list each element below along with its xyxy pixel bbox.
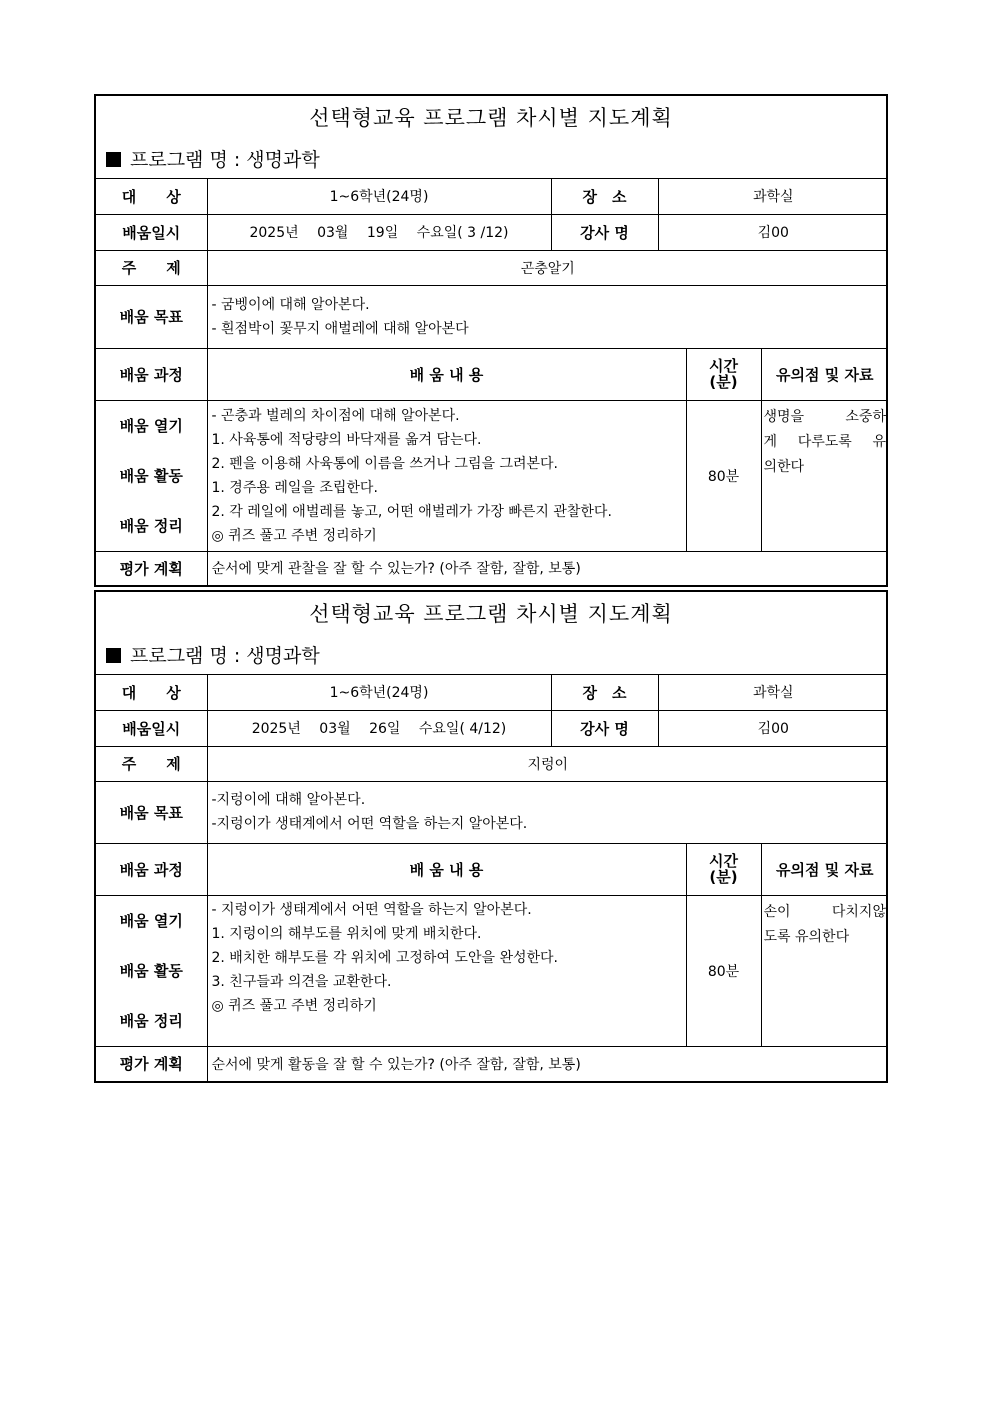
notes-value xyxy=(761,400,888,551)
place-value: 과학실 xyxy=(658,675,888,710)
target-row xyxy=(96,675,888,710)
evaluation-row xyxy=(96,1046,888,1081)
topic-value: 지렁이 xyxy=(207,746,888,781)
content-line: 2. 배치한 해부도를 각 위치에 고정하여 도안을 완성한다. xyxy=(211,949,558,966)
topic-value: 곤충알기 xyxy=(207,250,888,285)
stage-close: 배움 정리 xyxy=(119,516,183,535)
topic-row xyxy=(96,250,888,285)
process-label: 배움 과정 xyxy=(96,348,207,400)
time-header-bottom: (분) xyxy=(709,373,738,391)
program-name xyxy=(106,641,320,668)
stage-activity: 배움 활동 xyxy=(119,466,183,485)
plan-table xyxy=(96,179,888,585)
stage-open: 배움 열기 xyxy=(119,911,183,930)
process-header-row xyxy=(96,843,888,895)
content-list xyxy=(207,895,686,1046)
notes-line: 게 다루도록 유 xyxy=(763,433,886,450)
lesson-plan-1 xyxy=(94,94,888,587)
eval-value: 순서에 맞게 활동을 잘 할 수 있는가? (아주 잘함, 잘함, 보통) xyxy=(207,1046,888,1081)
content-line: 1. 경주용 레일을 조립한다. xyxy=(211,479,378,496)
stage-close: 배움 정리 xyxy=(119,1011,183,1030)
date-label: 배움일시 xyxy=(96,710,207,746)
stage-list xyxy=(96,895,207,1046)
lesson-plan-2 xyxy=(94,590,888,1083)
target-label: 대 상 xyxy=(96,675,207,710)
notes-header: 유의점 및 자료 xyxy=(761,843,888,895)
place-label: 장 소 xyxy=(551,179,658,214)
content-line: 2. 각 레일에 애벌레를 놓고, 어떤 애벌레가 가장 빠른지 관찰한다. xyxy=(211,503,612,520)
content-line: 1. 사육통에 적당량의 바닥재를 옮겨 담는다. xyxy=(211,431,482,448)
eval-label: 평가 계획 xyxy=(96,551,207,585)
teacher-value: 김00 xyxy=(658,710,888,746)
goal-item: - 굼벵이에 대해 알아본다. xyxy=(211,296,370,313)
time-header-top: 시간 xyxy=(709,852,738,870)
goal-row xyxy=(96,285,888,348)
time-header xyxy=(686,843,761,895)
goal-row xyxy=(96,781,888,843)
goal-item: - 흰점박이 꽃무지 애벌레에 대해 알아본다 xyxy=(211,320,469,337)
content-line: 1. 지렁이의 해부도를 위치에 맞게 배치한다. xyxy=(211,925,482,942)
program-name xyxy=(106,145,320,172)
eval-value: 순서에 맞게 관찰을 잘 할 수 있는가? (아주 잘함, 잘함, 보통) xyxy=(207,551,888,585)
content-list xyxy=(207,400,686,551)
target-label: 대 상 xyxy=(96,179,207,214)
process-header-row xyxy=(96,348,888,400)
goal-list xyxy=(207,781,888,843)
content-line: 2. 펜을 이용해 사육통에 이름을 쓰거나 그림을 그려본다. xyxy=(211,455,558,472)
process-row xyxy=(96,400,888,551)
eval-label: 평가 계획 xyxy=(96,1046,207,1081)
square-bullet-icon xyxy=(106,648,121,663)
teacher-value: 김00 xyxy=(658,214,888,250)
topic-label: 주 제 xyxy=(96,746,207,781)
date-value: 2025년 03월 26일 수요일( 4/12) xyxy=(207,710,551,746)
process-row xyxy=(96,895,888,1046)
target-row xyxy=(96,179,888,214)
content-line: - 곤충과 벌레의 차이점에 대해 알아본다. xyxy=(211,407,460,424)
stage-open: 배움 열기 xyxy=(119,416,183,435)
time-header xyxy=(686,348,761,400)
goal-list xyxy=(207,285,888,348)
process-label: 배움 과정 xyxy=(96,843,207,895)
notes-line: 도록 유의한다 xyxy=(763,928,850,945)
date-label: 배움일시 xyxy=(96,214,207,250)
program-name-label: 프로그램 명 : 생명과학 xyxy=(130,149,320,171)
goal-item: -지렁이가 생태계에서 어떤 역할을 하는지 알아본다. xyxy=(211,816,528,832)
time-header-top: 시간 xyxy=(709,357,738,375)
date-row xyxy=(96,214,888,250)
notes-line: 의한다 xyxy=(763,458,805,475)
teacher-label: 강사 명 xyxy=(551,214,658,250)
content-header: 배 움 내 용 xyxy=(207,348,686,400)
notes-value xyxy=(761,895,888,1046)
notes-line: 손이 다치지않 xyxy=(763,903,886,920)
time-value: 80분 xyxy=(686,400,761,551)
notes-line: 생명을 소중하 xyxy=(763,408,886,425)
goal-label: 배움 목표 xyxy=(96,781,207,843)
plan-title: 선택형교육 프로그램 차시별 지도계획 xyxy=(309,106,673,130)
square-bullet-icon xyxy=(106,152,121,167)
teacher-label: 강사 명 xyxy=(551,710,658,746)
target-value: 1~6학년(24명) xyxy=(207,179,551,214)
date-value: 2025년 03월 19일 수요일( 3 /12) xyxy=(207,214,551,250)
goal-item: -지렁이에 대해 알아본다. xyxy=(211,792,366,808)
topic-row xyxy=(96,746,888,781)
place-value: 과학실 xyxy=(658,179,888,214)
program-name-label: 프로그램 명 : 생명과학 xyxy=(130,645,320,667)
plan-title: 선택형교육 프로그램 차시별 지도계획 xyxy=(309,602,673,626)
content-line: 3. 친구들과 의견을 교환한다. xyxy=(211,973,392,990)
time-header-bottom: (분) xyxy=(709,868,738,886)
content-line: ◎ 퀴즈 풀고 주변 정리하기 xyxy=(211,997,377,1014)
notes-header: 유의점 및 자료 xyxy=(761,348,888,400)
topic-label: 주 제 xyxy=(96,250,207,285)
date-row xyxy=(96,710,888,746)
content-line: - 지렁이가 생태계에서 어떤 역할을 하는지 알아본다. xyxy=(211,901,532,918)
goal-label: 배움 목표 xyxy=(96,285,207,348)
stage-activity: 배움 활동 xyxy=(119,961,183,980)
content-line: ◎ 퀴즈 풀고 주변 정리하기 xyxy=(211,527,377,544)
plan-header xyxy=(96,96,886,179)
place-label: 장 소 xyxy=(551,675,658,710)
stage-list xyxy=(96,400,207,551)
plan-header xyxy=(96,592,886,675)
target-value: 1~6학년(24명) xyxy=(207,675,551,710)
evaluation-row xyxy=(96,551,888,585)
time-value: 80분 xyxy=(686,895,761,1046)
content-header: 배 움 내 용 xyxy=(207,843,686,895)
plan-table xyxy=(96,675,888,1081)
